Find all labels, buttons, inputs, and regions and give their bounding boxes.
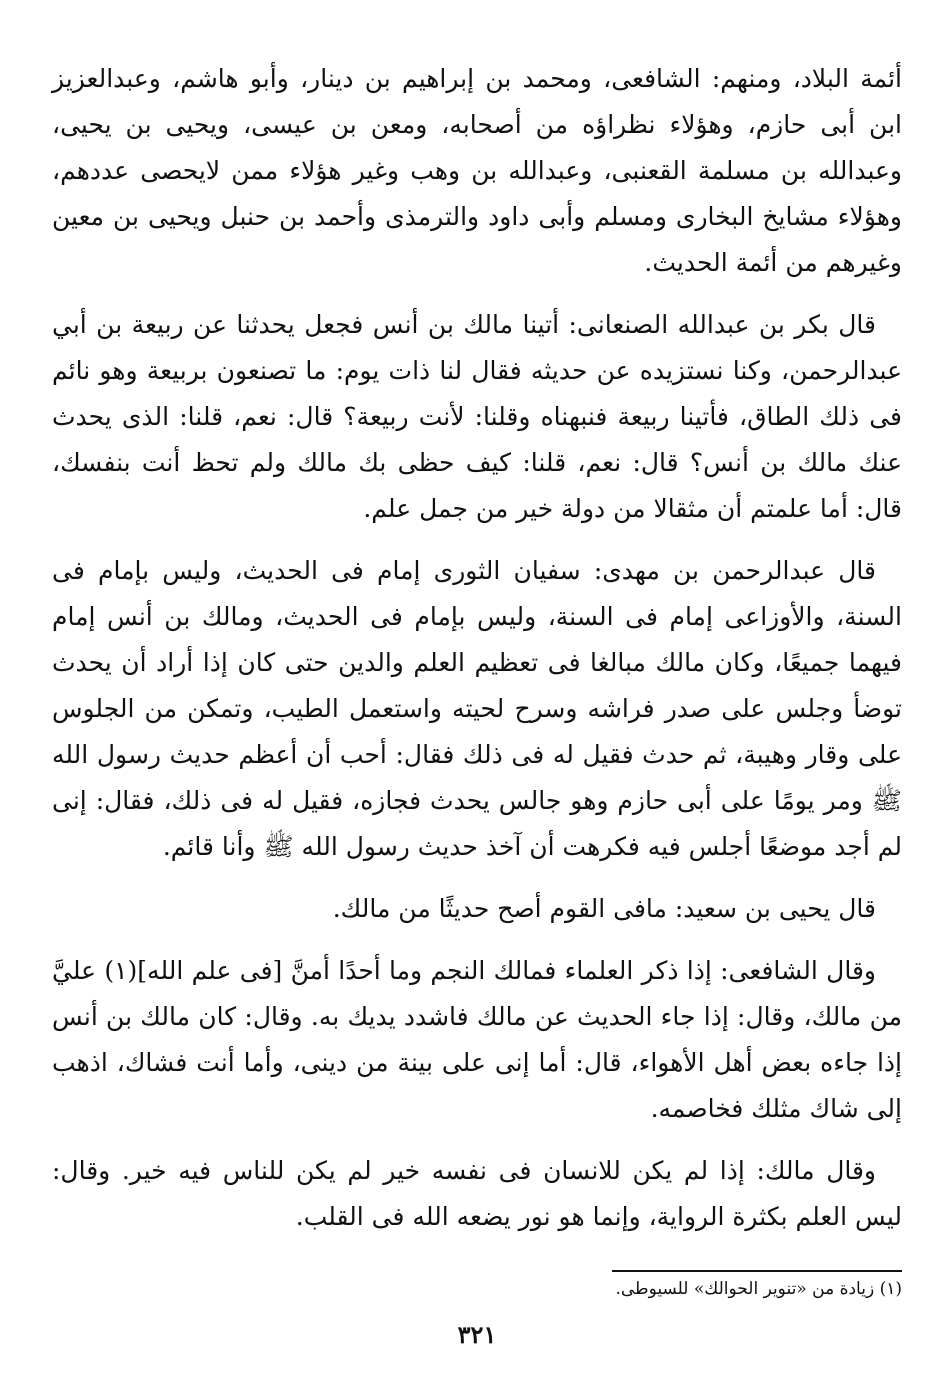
paragraph-3: قال عبدالرحمن بن مهدى: سفيان الثورى إمام فى الحديث، وليس بإمام فى السنة، والأوزاعى إمام فى السنة، وليس بإمام فى الحديث، ومالك بن أنس إمام فيهما جميعًا، وكان مالك مبالغا فى تعظيم العلم والدين حتى كان إذا أراد أن يحدث توضأ وجلس على صدر فراشه وسرح لحيته واستعمل الطيب، وتمكن من الجلوس على وقار وهيبة، ثم حدث فقيل له فى ذلك فقال: أحب أن أعظم حديث رسول الله ﷺ ومر يومًا على أبى حازم وهو جالس يحدث فجازه، فقيل له فى ذلك، فقال: إنى لم أجد موضعًا أجلس فيه فكرهت أن آخذ حديث رسول الله ﷺ وأنا قائم. bbox=[52, 556, 902, 861]
page-number: ٣٢١ bbox=[457, 1320, 497, 1349]
paragraph-1: أئمة البلاد، ومنهم: الشافعى، ومحمد بن إبراهيم بن دينار، وأبو هاشم، وعبدالعزيز ابن أبى حازم، وهؤلاء نظراؤه من أصحابه، ومعن بن عيسى، ويحيى بن يحيى، وعبدالله بن مسلمة القعنبى، وعبدالله بن وهب وغير هؤلاء ممن لايحصى عددهم، وهؤلاء مشايخ البخارى ومسلم وأبى داود والترمذى وأحمد بن حنبل ويحيى بن معين وغيرهم من أئمة الحديث. bbox=[52, 64, 902, 277]
paragraph-2: قال بكر بن عبدالله الصنعانى: أتينا مالك بن أنس فجعل يحدثنا عن ربيعة بن أبي عبدالرحمن، وكنا نستزيده عن حديثه فقال لنا ذات يوم: ما تصنعون بربيعة وهو نائم فى ذلك الطاق، فأتينا ربيعة فنبهناه وقلنا: لأنت ربيعة؟ قال: نعم، قلنا: الذى يحدث عنك مالك بن أنس؟ قال: نعم، قلنا: كيف حظى بك مالك ولم تحظ أنت بنفسك، قال: أما علمتم أن مثقالا من دولة خير من جمل علم. bbox=[52, 310, 902, 523]
paragraph-4: قال يحيى بن سعيد: مافى القوم أصح حديثًا من مالك. bbox=[332, 894, 876, 923]
paragraph-6: وقال مالك: إذا لم يكن للانسان فى نفسه خير لم يكن للناس فيه خير. وقال: ليس العلم بكثرة الرواية، وإنما هو نور يضعه الله فى القلب. bbox=[52, 1156, 902, 1231]
paragraph-5: وقال الشافعى: إذا ذكر العلماء فمالك النجم وما أحدًا أمنَّ [فى علم الله](١) عليَّ من مالك، وقال: إذا جاء الحديث عن مالك فاشدد يديك به. وقال: كان مالك بن أنس إذا جاءه بعض أهل الأهواء، قال: أما إنى على بينة من دينى، وأما أنت فشاك، اذهب إلى شاك مثلك فخاصمه. bbox=[52, 956, 902, 1123]
footnote-divider bbox=[612, 1270, 902, 1272]
footnote: (١) زيادة من «تنوير الحوالك» للسيوطى. bbox=[615, 1279, 902, 1299]
main-text bbox=[52, 56, 902, 1240]
book-page bbox=[52, 56, 902, 1366]
